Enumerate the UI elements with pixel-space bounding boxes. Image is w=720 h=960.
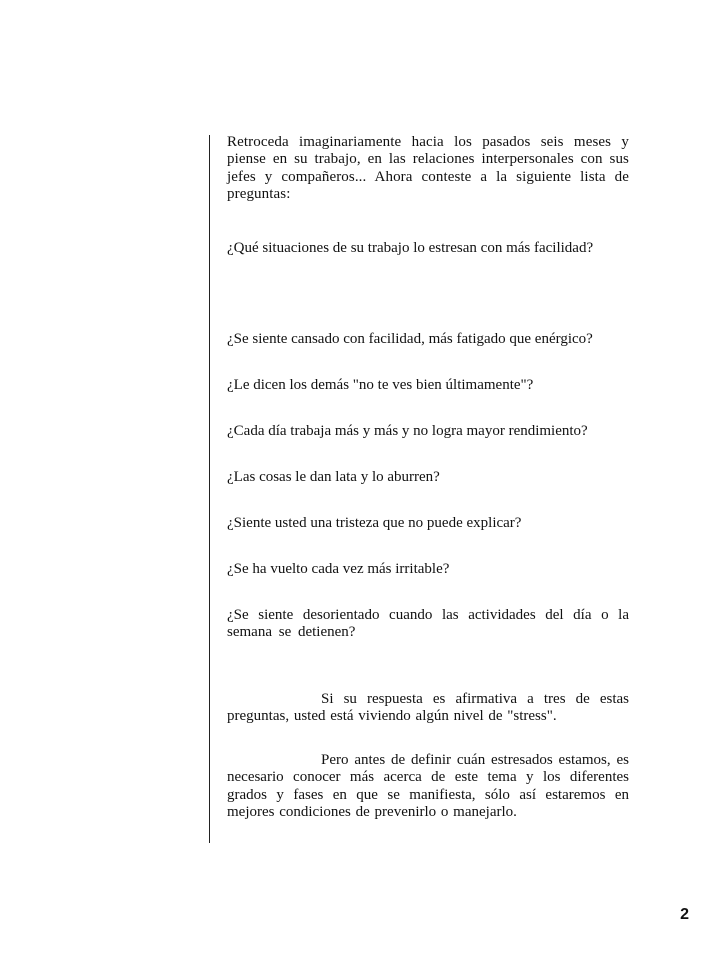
question-7: ¿Se ha vuelto cada vez más irritable? xyxy=(227,561,450,577)
intro-paragraph: Retroceda imaginariamente hacia los pasados seis meses y piense en su trabajo, en las relaciones interpersonales con sus jefes y compañeros... Ahora conteste a la siguiente lista de preguntas: xyxy=(227,134,629,203)
question-5: ¿Las cosas le dan lata y lo aburren? xyxy=(227,469,440,485)
question-8: ¿Se siente desorientado cuando las actividades del día o la semana se detienen? xyxy=(227,607,629,641)
question-2: ¿Se siente cansado con facilidad, más fatigado que enérgico? xyxy=(227,331,593,347)
margin-rule xyxy=(209,135,210,843)
question-6: ¿Siente usted una tristeza que no puede explicar? xyxy=(227,515,522,531)
conclusion-paragraph-1: Si su respuesta es afirmativa a tres de estas preguntas, usted está viviendo algún nivel de "stress". xyxy=(227,691,629,725)
question-4: ¿Cada día trabaja más y más y no logra mayor rendimiento? xyxy=(227,423,588,439)
question-1: ¿Qué situaciones de su trabajo lo estresan con más facilidad? xyxy=(227,240,594,256)
document-body xyxy=(227,134,629,821)
conclusion-paragraph-2: Pero antes de definir cuán estresados estamos, es necesario conocer más acerca de este tema y los diferentes grados y fases en que se manifiesta, sólo así estaremos en mejores condiciones de prevenirlo o manejarlo. xyxy=(227,752,629,821)
page-number: 2 xyxy=(680,906,689,923)
question-3: ¿Le dicen los demás "no te ves bien últimamente"? xyxy=(227,377,534,393)
